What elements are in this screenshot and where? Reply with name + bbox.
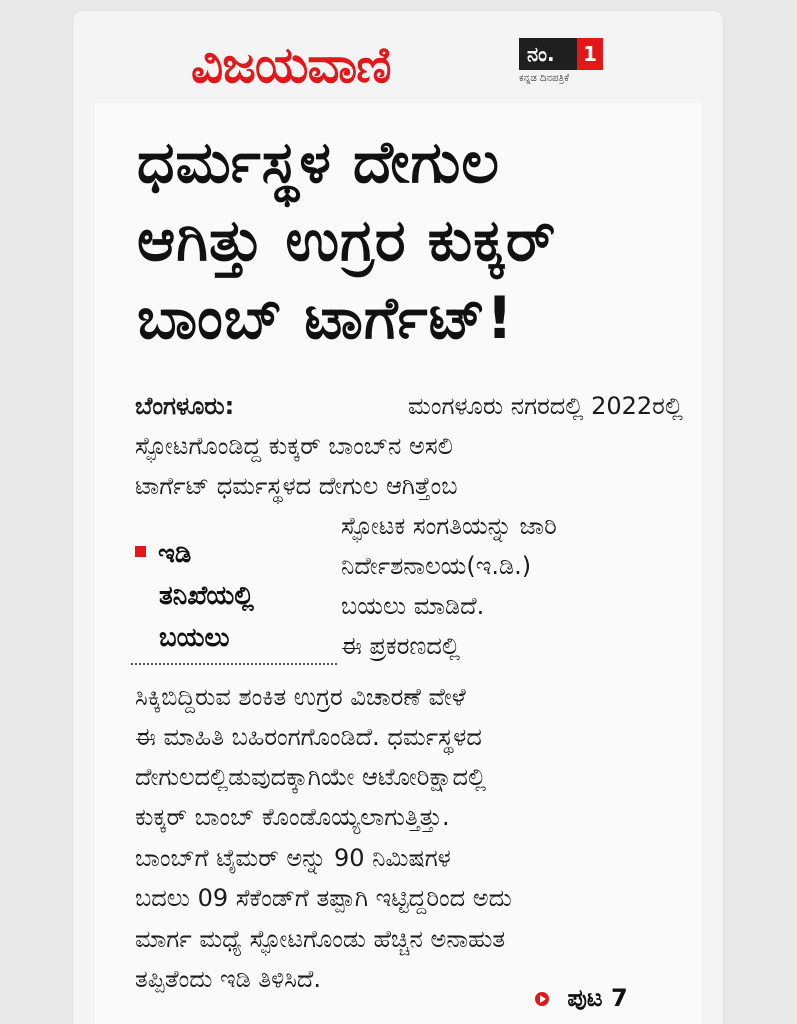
badge-number: 1 [577, 38, 603, 70]
news-clipping [95, 103, 702, 1024]
article-text: ಮಂಗಳೂರು ನಗರದಲ್ಲಿ 2022ರಲ್ಲಿ [408, 392, 683, 420]
sidebar-row: ತನಿಖೆಯಲ್ಲಿ [159, 581, 254, 611]
article-line: ನಿರ್ದೇಶನಾಲಯ(ಇ.ಡಿ.) [341, 552, 532, 580]
continued-page-number: 7 [610, 984, 628, 1012]
play-circle-icon [535, 992, 549, 1006]
article-line [135, 388, 683, 424]
article-line: ತಪ್ಪಿತೆಂದು ಇಡಿ ತಿಳಿಸಿದೆ. [135, 965, 322, 993]
sidebar-row: ಬಯಲು [159, 623, 230, 653]
sidebar-callout [135, 533, 335, 659]
article-line: ಸ್ಫೋಟಕ ಸಂಗತಿಯನ್ನು ಜಾರಿ [341, 512, 557, 540]
article-line: ಸಿಕ್ಕಿಬಿದ್ದಿರುವ ಶಂಕಿತ ಉಗ್ರರ ವಿಚಾರಣೆ ವೇಳೆ [135, 683, 466, 711]
article-line: ಈ ಮಾಹಿತಿ ಬಹಿರಂಗಗೊಂಡಿದೆ. ಧರ್ಮಸ್ಥಳದ [135, 723, 482, 751]
dotted-divider [131, 663, 337, 665]
tagline: ಕನ್ನಡ ದಿನಪತ್ರಿಕೆ [519, 73, 570, 84]
article-line: ಬದಲು 09 ಸೆಕೆಂಡ್‌ಗೆ ತಪ್ಪಾಗಿ ಇಟ್ಟಿದ್ದರಿಂದ ಅದು [135, 884, 512, 912]
article-line: ಈ ಪ್ರಕರಣದಲ್ಲಿ [341, 632, 461, 660]
article-line: ಸ್ಫೋಟಗೊಂಡಿದ್ದ ಕುಕ್ಕರ್ ಬಾಂಬ್‌ನ ಅಸಲಿ [135, 432, 453, 460]
sidebar-text: ಇಡಿ [158, 539, 192, 569]
brand-logo: ವಿಜಯವಾಣಿ [191, 36, 391, 94]
newspaper-card [73, 11, 723, 1024]
masthead [73, 31, 723, 101]
article-line: ದೇಗುಲದಲ್ಲಿಡುವುದಕ್ಕಾಗಿಯೇ ಆಟೋರಿಕ್ಷಾದಲ್ಲಿ [135, 763, 487, 791]
dateline: ಬೆಂಗಳೂರು: [135, 392, 235, 420]
continued-label: ಪುಟ [567, 984, 603, 1012]
headline [137, 123, 677, 357]
sidebar-row [135, 533, 335, 575]
red-square-bullet-icon [135, 546, 146, 557]
article-line: ಬಾಂಬ್‌ಗೆ ಟೈಮರ್ ಅನ್ನು 90 ನಿಮಿಷಗಳ [135, 844, 451, 872]
continued-on-page [535, 983, 628, 1013]
article-line: ಟಾರ್ಗೆಟ್ ಧರ್ಮಸ್ಥಳದ ದೇಗುಲ ಆಗಿತ್ತೆಂಬ [135, 472, 458, 500]
headline-line: ಆಗಿತ್ತು ಉಗ್ರರ ಕುಕ್ಕರ್ [137, 206, 557, 274]
number-one-badge [519, 38, 603, 70]
article-line: ಮಾರ್ಗ ಮಧ್ಯೆ ಸ್ಫೋಟಗೊಂಡು ಹೆಚ್ಚಿನ ಅನಾಹುತ [135, 925, 506, 953]
article-line: ಕುಕ್ಕರ್ ಬಾಂಬ್ ಕೊಂಡೊಯ್ಯಲಾಗುತ್ತಿತ್ತು. [135, 803, 450, 831]
article-line: ಬಯಲು ಮಾಡಿದೆ. [341, 592, 485, 620]
headline-line: ಧರ್ಮಸ್ಥಳ ದೇಗುಲ [137, 128, 500, 196]
badge-text: ನಂ. [527, 42, 555, 66]
headline-line: ಬಾಂಬ್ ಟಾರ್ಗೆಟ್! [137, 284, 514, 352]
